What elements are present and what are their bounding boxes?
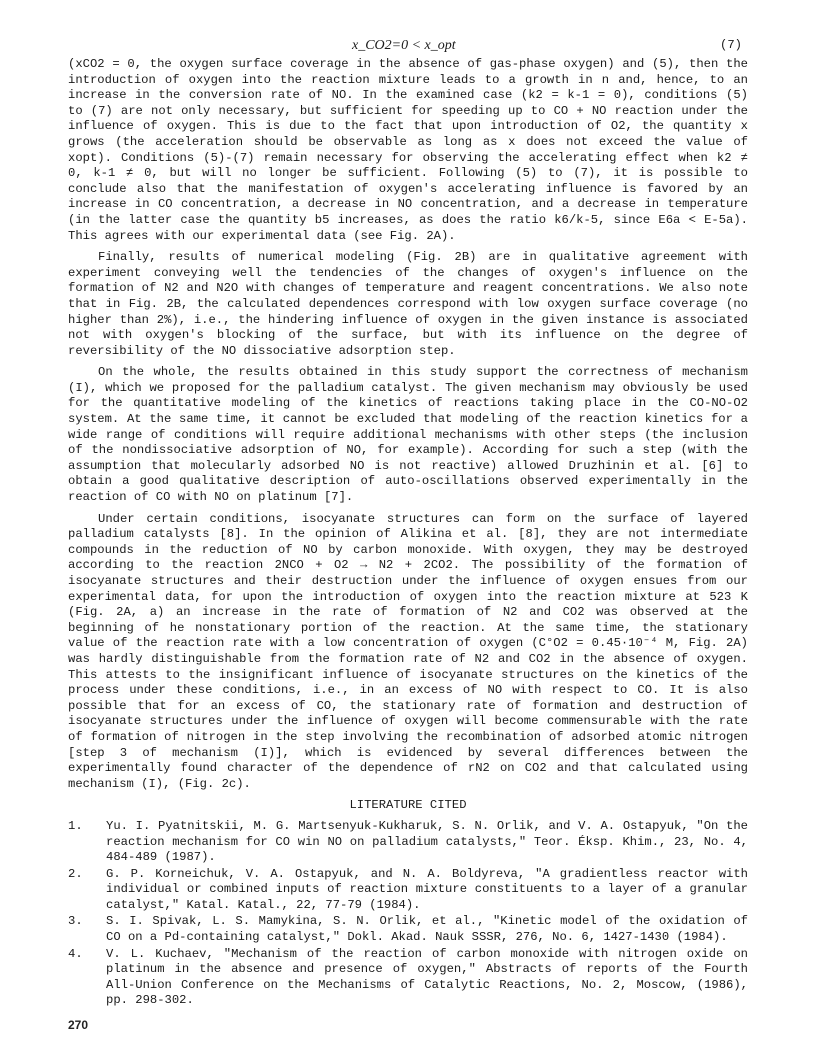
paragraph-2: Finally, results of numerical modeling (Fig. 2B) are in qualitative agreement with experiment conveying well the tendencies of the changes of oxygen's influence on the formation of N2 and N2O with changes of temperature and reagent concentrations. We also note that in Fig. 2B, the calculated dependences correspond with low oxygen surface coverage (no higher than 2%), i.e., the hindering influence of oxygen in the given instance is associated not with oxygen's blocking of the surface, but with its influence on the degree of reversibility of the NO dissociative adsorption step. bbox=[68, 250, 748, 358]
literature-heading: LITERATURE CITED bbox=[349, 798, 467, 813]
article-page bbox=[68, 38, 748, 1010]
reference-list bbox=[68, 819, 748, 1009]
reference-number: 2. bbox=[68, 866, 83, 881]
paragraph-3: On the whole, the results obtained in this study support the correctness of mechanism (I), which we proposed for the palladium catalyst. The given mechanism may obviously be used for the quantitative modeling of the kinetics of reactions taking place in the CO-NO-O2 system. At the same time, it cannot be excluded that modeling of the reaction kinetics for a wide range of conditions will require additional mechanisms with other steps (the inclusion of the nondissociative adsorption of NO, for example). According for such a step (with the assumption that molecularly adsorbed NO is not reactive) allowed Druzhinin et al. [6] to obtain a good qualitative description of auto-oscillations observed experimentally in the reaction of CO with NO on platinum [7]. bbox=[68, 365, 748, 505]
paragraph-4: Under certain conditions, isocyanate structures can form on the surface of layered palladium catalysts [8]. In the opinion of Alikina et al. [8], they are not intermediate compounds in the reduction of NO by carbon monoxide. With oxygen, they may be destroyed according to the reaction 2NCO + O2 → N2 + 2CO2. The possibility of the formation of isocyanate structures and their destruction under the influence of oxygen ensues from our experimental data, for upon the introduction of oxygen into the reaction mixture at 523 K (Fig. 2A, a) an increase in the rate of formation of N2 and CO2 was observed at the beginning of he nonstationary portion of the reaction. At the same time, the stationary value of the reaction rate with a low concentration of oxygen (C°O2 = 0.45·10⁻⁴ M, Fig. 2A) was hardly distinguishable from the formation rate of N2 and CO2 in the absence of oxygen. This attests to the insignificant influence of isocyanate structures on the kinetics of the process under these conditions, i.e., in an excess of NO with respect to CO. It is also possible that for an excess of CO, the stationary rate of formation and destruction of isocyanate structures under the influence of oxygen will become commensurable with the rate of formation of nitrogen in the step involving the recombination of adsorbed atomic nitrogen [step 3 of mechanism (I)], which is evidenced by several differences between the experimentally found character of the dependence of rN2 on CO2 and that calculated using mechanism (I), (Fig. 2c). bbox=[68, 511, 748, 791]
reference-item bbox=[68, 867, 748, 914]
reference-text: S. I. Spivak, L. S. Mamykina, S. N. Orlik, et al., "Kinetic model of the oxidation of CO on a Pd-containing catalyst," Dokl. Akad. Nauk SSSR, 276, No. 6, 1427-1430 (1984). bbox=[106, 914, 748, 945]
reference-number: 3. bbox=[68, 914, 83, 929]
reference-text: G. P. Korneichuk, V. A. Ostapyuk, and N. A. Boldyreva, "A gradientless reactor with individual or combined inputs of reaction mixture constituents to a layer of a granular catalyst," Katal. Katal., 22, 77-79 (1984). bbox=[106, 866, 748, 912]
equation-number: (7) bbox=[720, 38, 742, 52]
page-number: 270 bbox=[68, 1018, 89, 1032]
reference-text: Yu. I. Pyatnitskii, M. G. Martsenyuk-Kukharuk, S. N. Orlik, and V. A. Ostapyuk, "On the reaction mechanism for CO win NO on palladium catalysts," Teor. Éksp. Khim., 23, No. 4, 484-489 (1987). bbox=[106, 818, 748, 865]
reference-text: V. L. Kuchaev, "Mechanism of the reaction of carbon monoxide with nitrogen oxide on platinum in the absence and presence of oxygen," Abstracts of reports of the Fourth All-Union Conference on the Mechanisms of Catalytic Reactions, No. 2, Moscow, (1986), pp. 298-302. bbox=[106, 946, 748, 1008]
equation-7 bbox=[68, 38, 748, 56]
reference-item bbox=[68, 914, 748, 945]
reference-item bbox=[68, 947, 748, 1009]
reference-number: 1. bbox=[68, 818, 83, 833]
reference-number: 4. bbox=[68, 946, 83, 961]
paragraph-1: (xCO2 = 0, the oxygen surface coverage in the absence of gas-phase oxygen) and (5), then the introduction of oxygen into the reaction mixture leads to a growth in n and, hence, to an increase in the conversion rate of NO. In the examined case (k2 = k-1 = 0), conditions (5) to (7) are not only necessary, but sufficient for speeding up to CO + NO reaction under the influence of oxygen. This is due to the fact that upon introduction of O2, the quantity x grows (the acceleration should be observable as long as x does not exceed the value of xopt). Conditions (5)-(7) remain necessary for observing the accelerating effect when k2 ≠ 0, k-1 ≠ 0, but will no longer be sufficient. Following (5) to (7), it is possible to conclude also that the manifestation of oxygen's accelerating influence is favored by an increase in CO concentration, a decrease in NO concentration, and a decrease in temperature (in the latter case the quantity b5 increases, as does the ratio k6/k-5, since E6a < E-5a). This agrees with our experimental data (see Fig. 2A). bbox=[68, 57, 748, 243]
reference-item bbox=[68, 819, 748, 866]
equation-expression: x_CO2=0 < x_opt bbox=[352, 38, 456, 53]
